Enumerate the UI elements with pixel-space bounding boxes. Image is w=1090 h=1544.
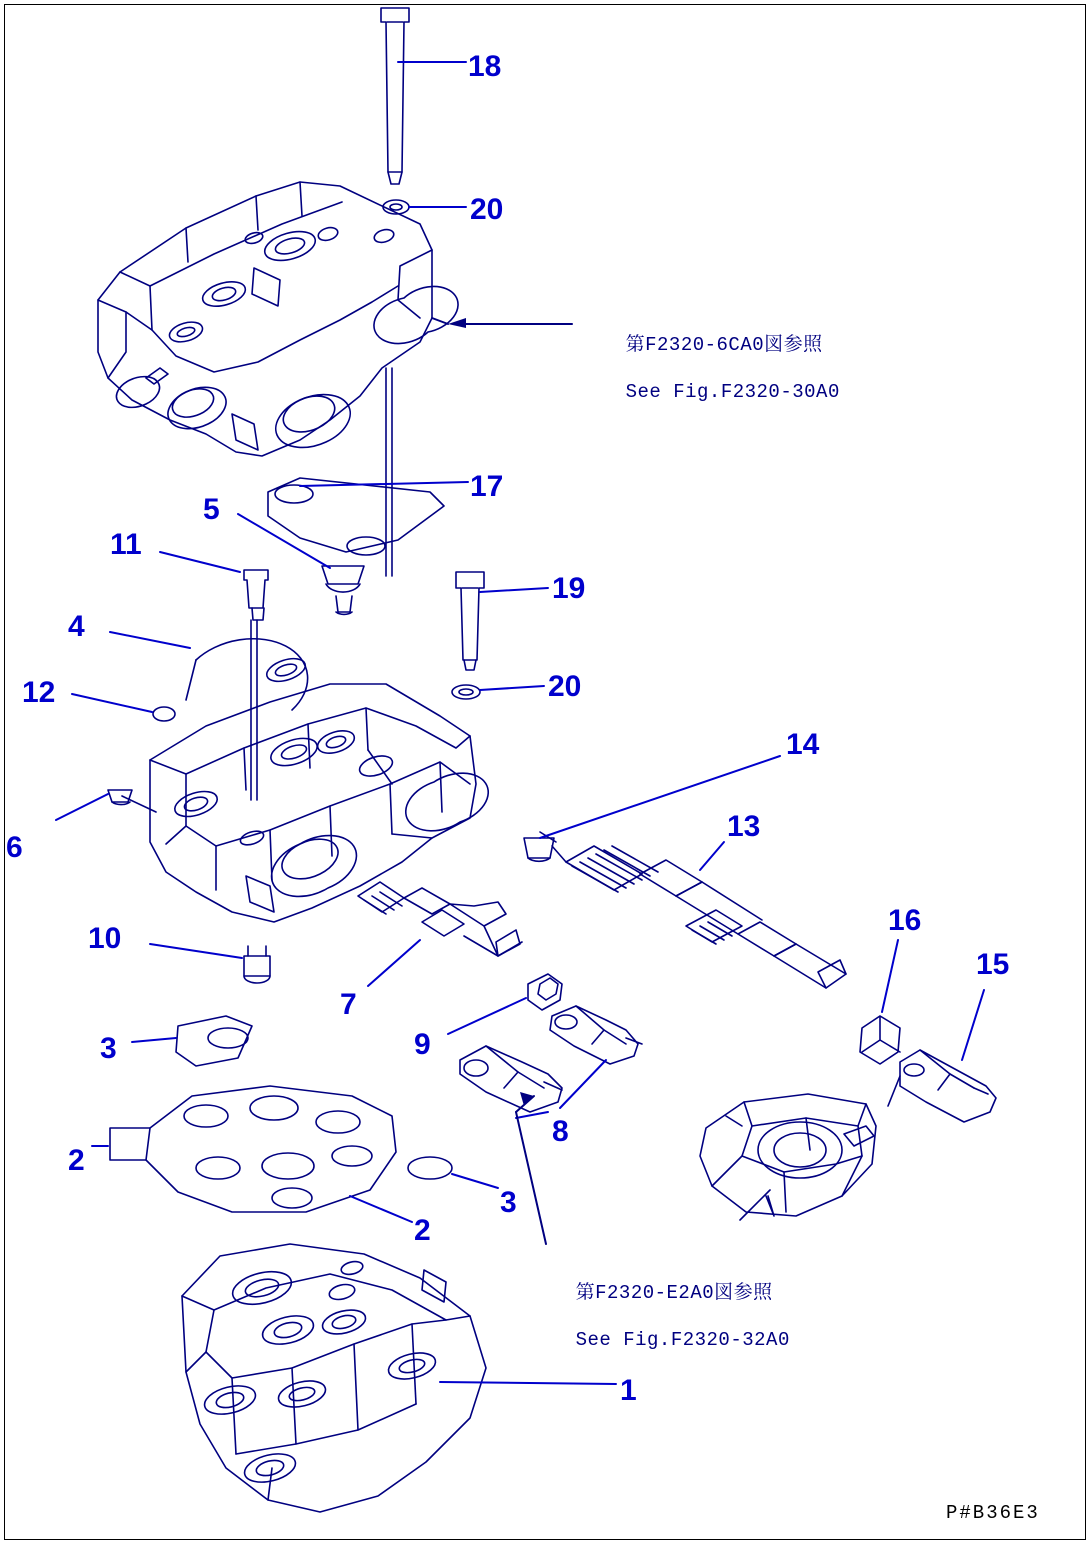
part-2-gasket <box>110 1086 396 1212</box>
part-8-lever-upper <box>550 1006 642 1064</box>
callout-14: 14 <box>786 728 820 761</box>
part-15-linkage <box>900 1050 996 1122</box>
callout-10: 10 <box>88 922 122 955</box>
callout-3-lower: 3 <box>500 1186 517 1219</box>
reference-note-top-jp: 第F2320-6CA0図参照 <box>625 333 823 356</box>
ref-arrow-top <box>432 318 572 328</box>
part-14-plug <box>524 832 556 861</box>
part-3-gasket-upper <box>176 1016 252 1066</box>
reference-note-bottom <box>528 1258 790 1377</box>
callout-1: 1 <box>620 1374 637 1407</box>
part-11-plug <box>244 570 268 800</box>
part-20-washer-lower <box>452 685 480 699</box>
callout-2-left: 2 <box>68 1144 85 1177</box>
part-16-block <box>860 1016 900 1064</box>
part-10-plug <box>244 946 270 983</box>
part-17-gasket <box>268 478 444 555</box>
part-main-valve-body <box>150 654 488 922</box>
callout-19: 19 <box>552 572 586 605</box>
drawing-code: P#B36E3 <box>946 1502 1040 1524</box>
callout-3-upper: 3 <box>100 1032 117 1065</box>
callout-4: 4 <box>68 610 85 643</box>
part-9-washer <box>528 974 562 1010</box>
part-1-bottom-plate <box>182 1244 486 1512</box>
part-19-bolt <box>456 572 484 670</box>
part-7-spool <box>358 882 522 956</box>
part-13-spool <box>552 846 846 988</box>
part-18-bolt <box>381 8 409 184</box>
callout-8: 8 <box>552 1115 569 1148</box>
callout-12: 12 <box>22 676 56 709</box>
reference-note-top <box>578 310 840 429</box>
part-lower-right-body <box>700 1094 876 1216</box>
callout-11: 11 <box>110 528 142 561</box>
callout-9: 9 <box>414 1028 431 1061</box>
callout-6: 6 <box>6 831 23 864</box>
reference-note-bottom-jp: 第F2320-E2A0図参照 <box>575 1281 773 1304</box>
part-3-gasket-lower <box>408 1157 452 1179</box>
callout-13: 13 <box>727 810 761 843</box>
part-12-ring <box>153 707 175 721</box>
callout-7: 7 <box>340 988 357 1021</box>
callout-16: 16 <box>888 904 922 937</box>
reference-note-bottom-en: See Fig.F2320-32A0 <box>575 1329 790 1352</box>
part-top-valve-body <box>98 182 458 456</box>
callout-15: 15 <box>976 948 1010 981</box>
callout-2-lower: 2 <box>414 1214 431 1247</box>
part-6-plug <box>108 790 156 812</box>
part-8-lever-lower <box>460 1046 562 1112</box>
reference-note-top-en: See Fig.F2320-30A0 <box>625 381 840 404</box>
callout-20-lower: 20 <box>548 670 582 703</box>
callout-5: 5 <box>203 493 220 526</box>
callout-20-top: 20 <box>470 193 504 226</box>
callout-17: 17 <box>470 470 504 503</box>
callout-18: 18 <box>468 50 502 83</box>
part-5-plug <box>322 566 364 614</box>
